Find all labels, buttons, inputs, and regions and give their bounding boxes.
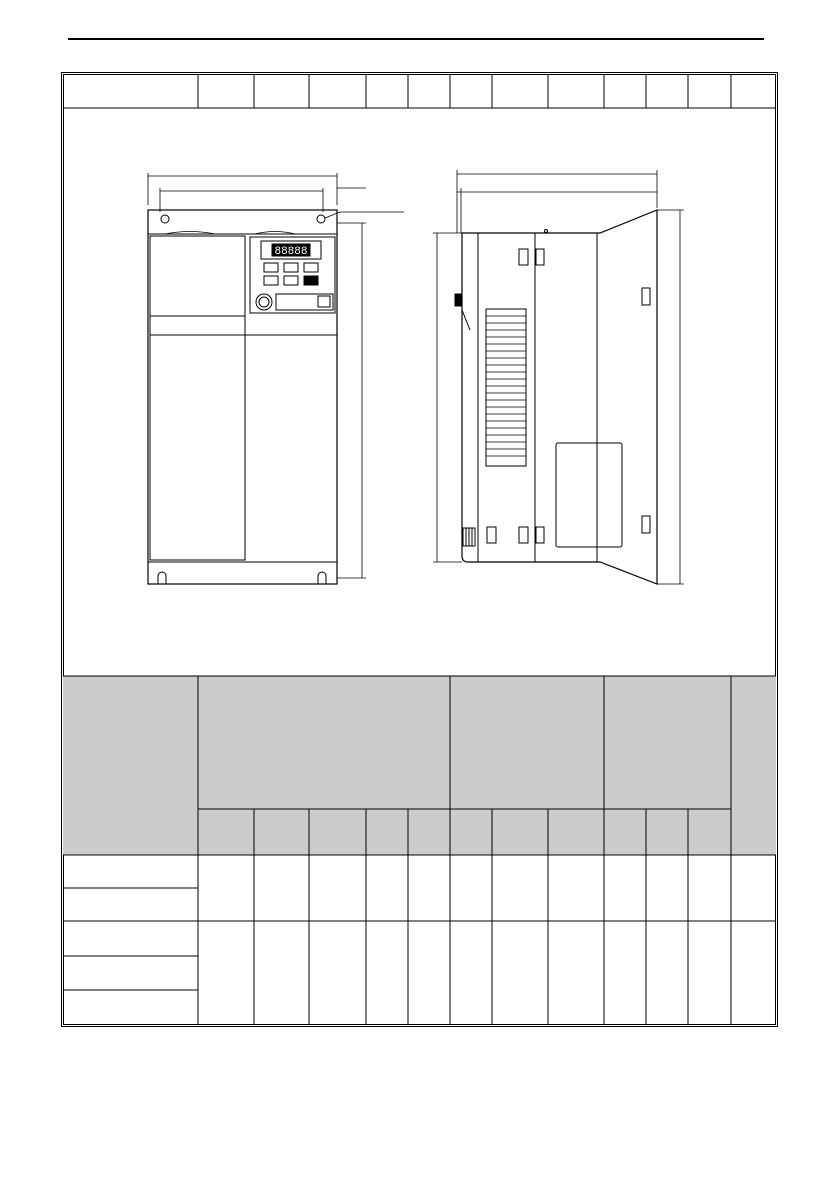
- side-view: [433, 170, 684, 584]
- data-table: [63, 676, 776, 1025]
- top-header-row: [63, 74, 776, 108]
- front-view: [148, 173, 404, 584]
- led-display-digits: 88888: [274, 246, 308, 258]
